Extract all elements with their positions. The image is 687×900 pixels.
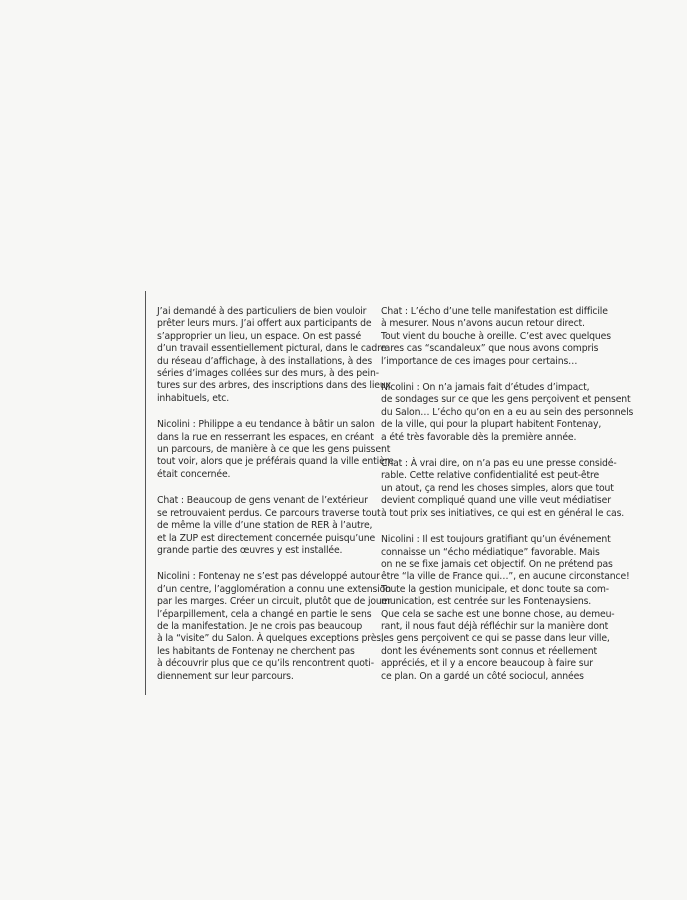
text-line: un atout, ça rend les choses simples, alors que tout	[381, 482, 614, 494]
text-line: rant, il nous faut déjà réfléchir sur la manière dont	[381, 620, 609, 632]
text-line: Nicolini : Philippe a eu tendance à bâtir un salon	[157, 419, 375, 431]
text-line: Toute la gestion municipale, et donc toute sa com-	[381, 583, 610, 595]
text-line: tures sur des arbres, des inscriptions dans des lieux	[157, 380, 391, 392]
column-divider-rule	[145, 291, 146, 695]
text-line: Que cela se sache est une bonne chose, au demeu-	[381, 608, 615, 620]
text-line: Nicolini : Fontenay ne s’est pas développé autour	[157, 571, 380, 583]
text-line: et la ZUP est directement concernée puisqu’une	[157, 532, 376, 544]
text-line: tout voir, alors que je préférais quand la ville entière	[157, 456, 394, 468]
text-line: du Salon… L’écho qu’on en a eu au sein des personnels	[381, 406, 634, 418]
text-line: Chat : À vrai dire, on n’a pas eu une presse considé-	[381, 458, 617, 470]
paragraph	[381, 382, 634, 444]
text-line: connaisse un “écho médiatique” favorable. Mais	[381, 546, 600, 558]
text-line: à découvrir plus que ce qu’ils rencontrent quoti-	[157, 658, 374, 670]
text-line: d’un travail essentiellement pictural, dans le cadre	[157, 343, 387, 355]
text-line: séries d’images collées sur des murs, à des pein-	[157, 368, 379, 380]
paragraph	[157, 495, 379, 557]
text-line: être “la ville de France qui…”, en aucune circonstance!	[381, 571, 630, 583]
text-line: à tout prix ses initiatives, ce qui est en général le cas.	[381, 507, 625, 519]
text-line: rable. Cette relative confidentialité est peut-être	[381, 470, 600, 482]
paragraph	[157, 306, 391, 405]
text-line: Nicolini : Il est toujours gratifiant qu’un événement	[381, 534, 611, 546]
text-line: l’éparpillement, cela a changé en partie le sens	[157, 608, 372, 620]
text-line: prêter leurs murs. J’ai offert aux participants de	[157, 318, 372, 330]
text-line: grande partie des œuvres y est installée.	[157, 544, 343, 556]
left-text-column	[157, 306, 394, 697]
paragraph	[157, 571, 391, 683]
text-line: devient compliqué quand une ville veut médiatiser	[381, 495, 611, 507]
paragraph	[157, 419, 394, 481]
text-line: munication, est centrée sur les Fontenaysiens.	[381, 596, 592, 608]
text-line: à mesurer. Nous n’avons aucun retour direct.	[381, 318, 585, 330]
text-line: d’un centre, l’agglomération a connu une extension	[157, 583, 391, 595]
text-line: on ne se fixe jamais cet objectif. On ne prétend pas	[381, 558, 613, 570]
text-line: a été très favorable dès la première année.	[381, 431, 577, 443]
text-line: rares cas “scandaleux” que nous avons compris	[381, 343, 599, 355]
text-line: de la ville, qui pour la plupart habitent Fontenay,	[381, 419, 602, 431]
text-line: diennement sur leur parcours.	[157, 670, 294, 682]
text-line: du réseau d’affichage, à des installations, à des	[157, 355, 373, 367]
text-line: était concernée.	[157, 468, 231, 480]
text-line: à la “visite” du Salon. À quelques exceptions près,	[157, 633, 384, 645]
text-line: se retrouvaient perdus. Ce parcours traverse tout	[157, 507, 381, 519]
text-line: de sondages sur ce que les gens perçoivent et pensent	[381, 394, 631, 406]
text-line: Chat : Beaucoup de gens venant de l’extérieur	[157, 495, 368, 507]
paragraph	[381, 306, 609, 368]
right-text-column	[381, 306, 634, 697]
paragraph	[381, 458, 625, 520]
text-line: dans la rue en resserrant les espaces, en créant	[157, 431, 374, 443]
text-line: un parcours, de manière à ce que les gens puissent	[157, 444, 391, 456]
text-line: l’importance de ces images pour certains…	[381, 355, 578, 367]
text-line: par les marges. Créer un circuit, plutôt que de jouer	[157, 596, 391, 608]
text-line: s’approprier un lieu, un espace. On est passé	[157, 330, 362, 342]
text-line: de même la ville d’une station de RER à l’autre,	[157, 520, 373, 532]
text-line: les habitants de Fontenay ne cherchent pas	[157, 645, 355, 657]
paragraph	[381, 534, 630, 683]
text-line: dont les événements sont connus et réellement	[381, 645, 597, 657]
text-line: Nicolini : On n’a jamais fait d’études d’impact,	[381, 382, 590, 394]
text-line: Chat : L’écho d’une telle manifestation est difficile	[381, 306, 608, 317]
text-line: appréciés, et il y a encore beaucoup à faire sur	[381, 658, 593, 670]
text-line: inhabituels, etc.	[157, 392, 230, 404]
text-line: ce plan. On a gardé un côté sociocul, années	[381, 670, 584, 682]
text-line: les gens perçoivent ce qui se passe dans leur ville,	[381, 633, 610, 645]
text-line: Tout vient du bouche à oreille. C’est avec quelques	[381, 330, 611, 342]
text-line: de la manifestation. Je ne crois pas beaucoup	[157, 620, 363, 632]
text-line: J’ai demandé à des particuliers de bien vouloir	[157, 306, 367, 317]
